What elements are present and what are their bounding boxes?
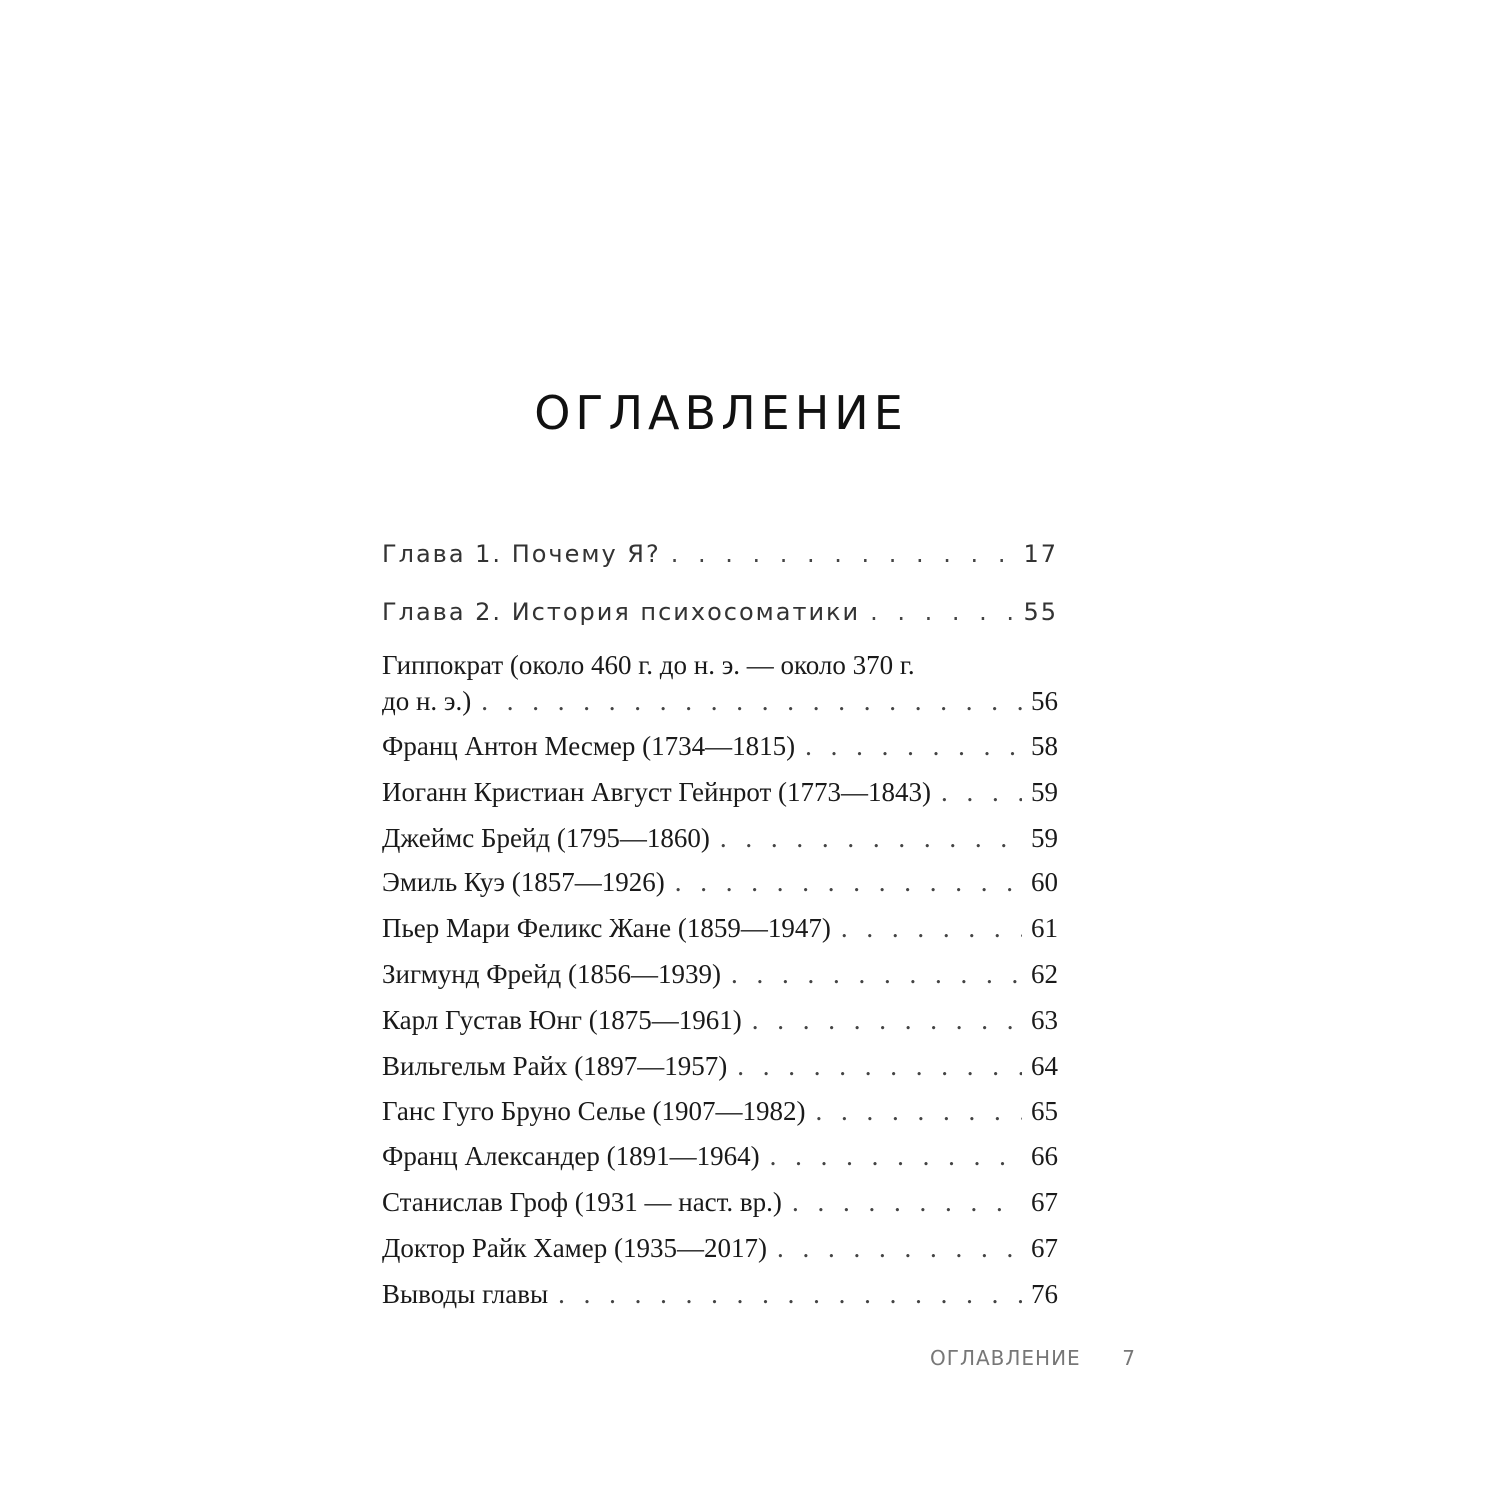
toc-page-number: 55: [1023, 598, 1058, 626]
running-header: ОГЛАВЛЕНИЕ: [930, 1346, 1081, 1370]
toc-entry-title: до н. э.): [382, 686, 472, 716]
dot-leader: [816, 1096, 1022, 1127]
toc-page-number: 63: [1031, 1005, 1058, 1035]
toc-entry-title: Франц Александер (1891—1964): [382, 1141, 760, 1171]
toc-page-number: 59: [1031, 823, 1058, 853]
toc-chapter-1[interactable]: [382, 540, 1058, 568]
toc-entry-title: Ганс Гуго Бруно Селье (1907—1982): [382, 1096, 806, 1126]
dot-leader: [777, 1233, 1022, 1264]
toc-page-number: 67: [1031, 1187, 1058, 1217]
toc-page-number: 59: [1031, 777, 1058, 807]
dot-leader: [671, 540, 1016, 568]
dot-leader: [941, 777, 1022, 808]
toc-entry-title: Выводы главы: [382, 1279, 549, 1309]
toc-entry[interactable]: [382, 1233, 1058, 1264]
toc-entry-title: Иоганн Кристиан Август Гейнрот (1773—1843): [382, 777, 932, 807]
toc-page-number: 66: [1031, 1141, 1058, 1171]
toc-entry[interactable]: [382, 777, 1058, 808]
page-number: 7: [1122, 1346, 1136, 1370]
toc-entry-title: Джеймс Брейд (1795—1860): [382, 823, 710, 853]
toc-entry[interactable]: [382, 959, 1058, 990]
toc-entry[interactable]: [382, 823, 1058, 854]
toc-entry[interactable]: [382, 1279, 1058, 1310]
toc-page-number: 56: [1031, 686, 1058, 716]
dot-leader: [558, 1279, 1022, 1310]
toc-entry-line: Гиппократ (около 460 г. до н. э. — около 370 г.: [382, 650, 915, 680]
toc-entry-title: Франц Антон Месмер (1734—1815): [382, 731, 796, 761]
toc-entry-title: Доктор Райк Хамер (1935—2017): [382, 1233, 767, 1263]
toc-entry[interactable]: [382, 686, 1058, 717]
dot-leader: [752, 1005, 1022, 1036]
toc-entry[interactable]: [382, 1187, 1058, 1218]
toc-page-number: 65: [1031, 1096, 1058, 1126]
toc-entry-title: Карл Густав Юнг (1875—1961): [382, 1005, 742, 1035]
toc-entry-title: Эмиль Куэ (1857—1926): [382, 867, 665, 897]
toc-entry-title: Станислав Гроф (1931 — наст. вр.): [382, 1187, 782, 1217]
toc-page-number: 67: [1031, 1233, 1058, 1263]
dot-leader: [870, 598, 1015, 626]
toc-entry[interactable]: [382, 867, 1058, 898]
dot-leader: [720, 823, 1022, 854]
dot-leader: [841, 913, 1022, 944]
dot-leader: [731, 959, 1022, 990]
toc-page-number: 64: [1031, 1051, 1058, 1081]
toc-chapter-title: Глава 2. История психосоматики: [382, 598, 861, 626]
toc-entry-title: Вильгельм Райх (1897—1957): [382, 1051, 728, 1081]
toc-entry[interactable]: [382, 1141, 1058, 1172]
toc-entry-title: Зигмунд Фрейд (1856—1939): [382, 959, 721, 989]
page-title: ОГЛАВЛЕНИЕ: [534, 385, 908, 440]
toc-page-number: 62: [1031, 959, 1058, 989]
toc-chapter-title: Глава 1. Почему Я?: [382, 540, 661, 568]
dot-leader: [770, 1141, 1022, 1172]
toc-page-number: 60: [1031, 867, 1058, 897]
dot-leader: [481, 686, 1022, 717]
toc-entry-title: Пьер Мари Феликс Жане (1859—1947): [382, 913, 831, 943]
dot-leader: [805, 731, 1022, 762]
toc-entry[interactable]: [382, 731, 1058, 762]
toc-entry[interactable]: [382, 913, 1058, 944]
toc-entry[interactable]: [382, 1051, 1058, 1082]
dot-leader: [675, 867, 1022, 898]
toc-entry[interactable]: [382, 1005, 1058, 1036]
toc-entry[interactable]: [382, 1096, 1058, 1127]
toc-page-number: 58: [1031, 731, 1058, 761]
page-footer: [930, 1346, 1136, 1370]
toc-page-number: 61: [1031, 913, 1058, 943]
dot-leader: [737, 1051, 1022, 1082]
toc-chapter-2[interactable]: [382, 598, 1058, 626]
dot-leader: [792, 1187, 1022, 1218]
toc-page-number: 17: [1023, 540, 1058, 568]
toc-page-number: 76: [1031, 1279, 1058, 1309]
